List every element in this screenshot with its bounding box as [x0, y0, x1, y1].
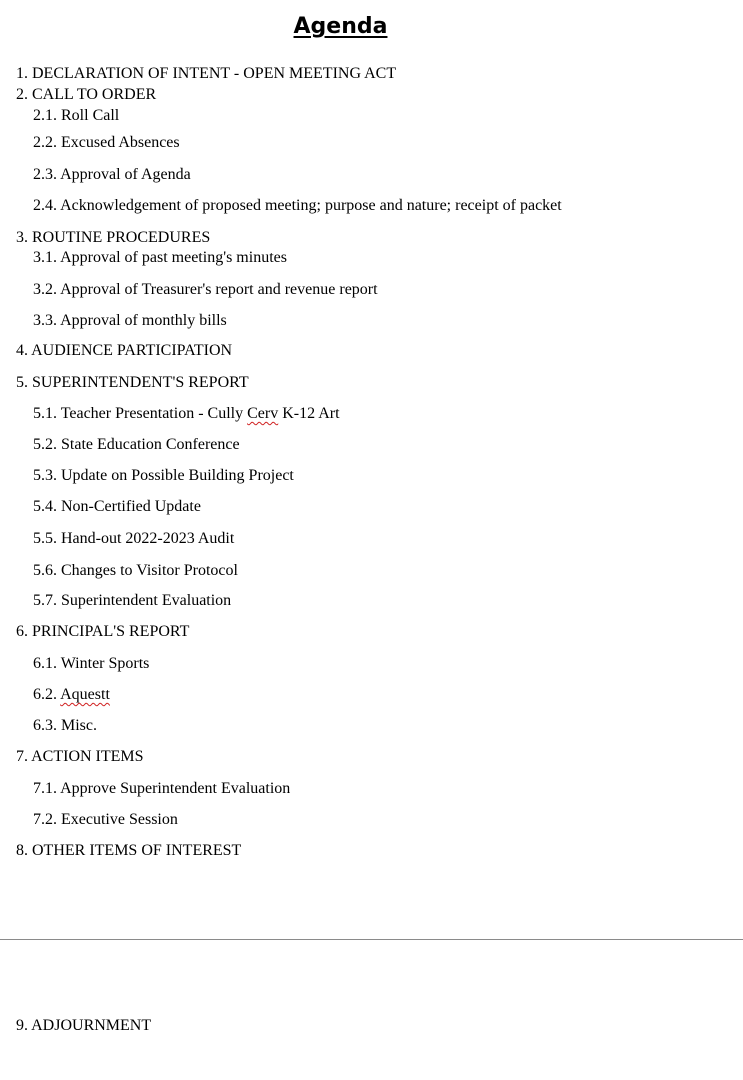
- agenda-item-6-2-text: 6.2.: [33, 686, 61, 703]
- agenda-item-6-3: 6.3. Misc.: [33, 717, 97, 734]
- agenda-item-5-1-suffix: K-12 Art: [278, 405, 340, 422]
- agenda-item-6: 6. PRINCIPAL'S REPORT: [16, 623, 190, 640]
- agenda-item-6-1: 6.1. Winter Sports: [33, 655, 150, 672]
- agenda-item-5-1-text: 5.1. Teacher Presentation - Cully: [33, 405, 248, 422]
- agenda-item-2-3: 2.3. Approval of Agenda: [33, 166, 191, 183]
- agenda-item-7: 7. ACTION ITEMS: [16, 748, 144, 765]
- agenda-item-5: 5. SUPERINTENDENT'S REPORT: [16, 374, 249, 391]
- agenda-item-3-3: 3.3. Approval of monthly bills: [33, 312, 227, 329]
- agenda-item-2: 2. CALL TO ORDER: [16, 86, 157, 103]
- agenda-title: Agenda: [293, 14, 388, 39]
- agenda-item-5-5: 5.5. Hand-out 2022-2023 Audit: [33, 530, 235, 547]
- agenda-item-5-2: 5.2. State Education Conference: [33, 436, 240, 453]
- agenda-item-5-6: 5.6. Changes to Visitor Protocol: [33, 562, 238, 579]
- agenda-item-5-4: 5.4. Non-Certified Update: [33, 498, 201, 515]
- agenda-item-3-2: 3.2. Approval of Treasurer's report and revenue report: [33, 281, 378, 298]
- agenda-item-2-2: 2.2. Excused Absences: [33, 134, 180, 151]
- agenda-item-8: 8. OTHER ITEMS OF INTEREST: [16, 842, 242, 859]
- agenda-item-1: 1. DECLARATION OF INTENT - OPEN MEETING ACT: [16, 65, 397, 82]
- agenda-item-7-1: 7.1. Approve Superintendent Evaluation: [33, 780, 291, 797]
- misspelled-word: Cerv: [247, 405, 279, 422]
- agenda-item-9: 9. ADJOURNMENT: [16, 1017, 152, 1034]
- agenda-item-3-1: 3.1. Approval of past meeting's minutes: [33, 249, 287, 266]
- agenda-item-4: 4. AUDIENCE PARTICIPATION: [16, 342, 233, 359]
- agenda-item-5-1: [33, 404, 340, 424]
- agenda-item-3: 3. ROUTINE PROCEDURES: [16, 229, 211, 246]
- misspelled-word: Aquestt: [60, 686, 110, 703]
- agenda-item-5-7: 5.7. Superintendent Evaluation: [33, 592, 232, 609]
- page-divider: [0, 939, 743, 940]
- agenda-item-6-2: [33, 685, 110, 705]
- agenda-item-2-1: 2.1. Roll Call: [33, 107, 120, 124]
- agenda-item-7-2: 7.2. Executive Session: [33, 811, 178, 828]
- agenda-item-5-3: 5.3. Update on Possible Building Project: [33, 467, 294, 484]
- agenda-item-2-4: 2.4. Acknowledgement of proposed meeting; purpose and nature; receipt of packet: [33, 197, 562, 214]
